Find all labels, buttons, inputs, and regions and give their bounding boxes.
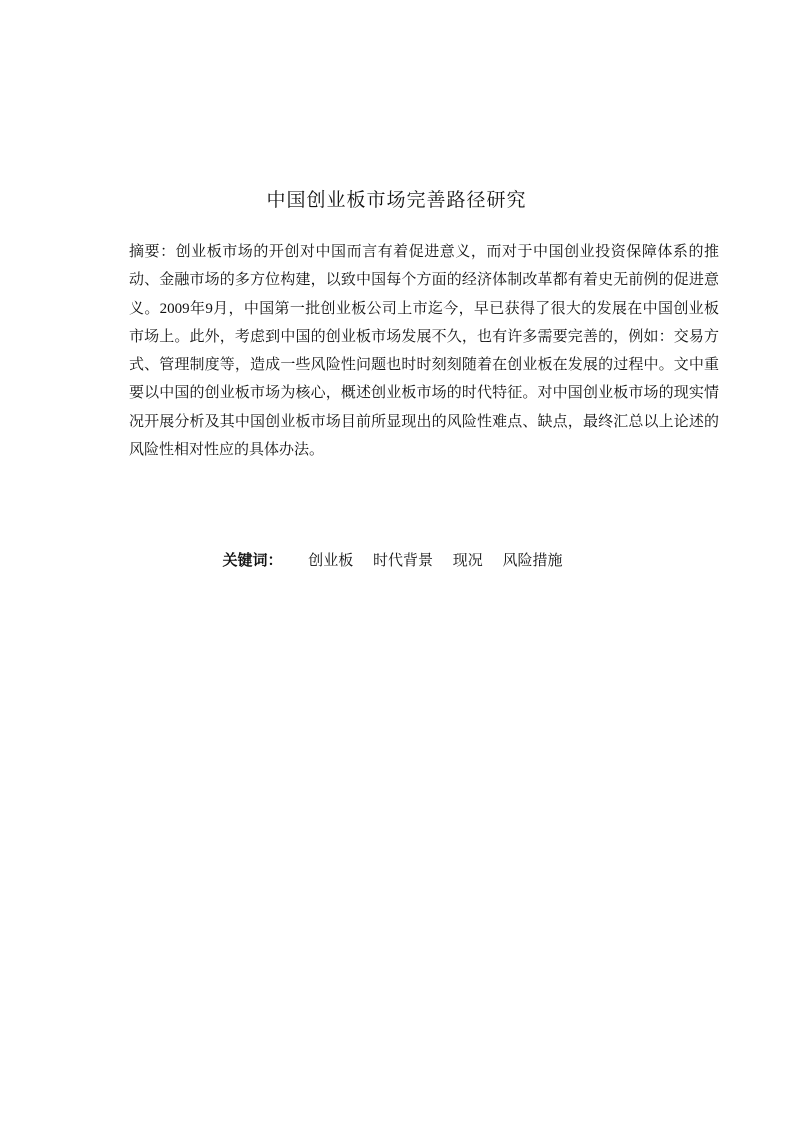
abstract-label: 摘要： bbox=[129, 244, 176, 260]
keyword-item: 风险措施 bbox=[502, 553, 563, 569]
keyword-item: 现况 bbox=[452, 553, 483, 569]
keywords-line bbox=[0, 547, 793, 575]
abstract-text: 创业板市场的开创对中国而言有着促进意义，而对于中国创业投资保障体系的推动、金融市场的多方位构建，以致中国每个方面的经济体制改革都有着史无前例的促进意义。2009年9月，中国第一批创业板公司上市迄今，早已获得了很大的发展在中国创业板市场上。此外，考虑到中国的创业板市场发展不久，也有许多需要完善的，例如：交易方式、管理制度等，造成一些风险性问题也时时刻刻随着在创业板在发展的过程中。文中重要以中国的创业板市场为核心，概述创业板市场的时代特征。对中国创业板市场的现实情况开展分析及其中国创业板市场目前所显现出的风险性难点、缺点，最终汇总以上论述的风险性相对性应的具体办法。 bbox=[129, 244, 719, 459]
keywords-label: 关键词： bbox=[222, 553, 283, 569]
keyword-item: 创业板 bbox=[308, 553, 354, 569]
page-title: 中国创业板市场完善路径研究 bbox=[266, 189, 527, 211]
keyword-item: 时代背景 bbox=[372, 553, 433, 569]
abstract-paragraph bbox=[129, 238, 719, 464]
